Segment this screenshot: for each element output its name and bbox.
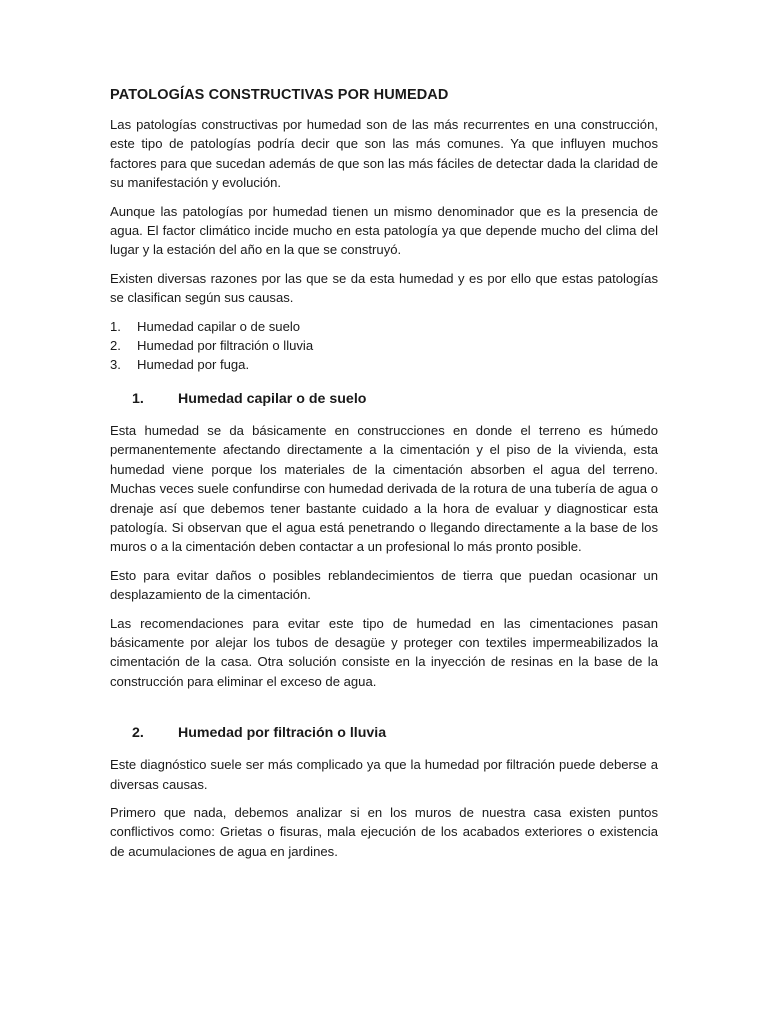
- section-title: Humedad capilar o de suelo: [178, 390, 367, 407]
- intro-paragraph-1: Las patologías constructivas por humedad son de las más recurrentes en una construcción, este tipo de patologías podría decir que son las más comunes. Ya que influyen muchos factores para que sucedan además de que son las más fáciles de detectar dada la claridad de su manifestación y evolución.: [110, 117, 658, 191]
- section-1-paragraph-2: Esto para evitar daños o posibles reblandecimientos de tierra que puedan ocasionar un desplazamiento de la cimentación.: [110, 567, 658, 603]
- intro-paragraph-2: Aunque las patologías por humedad tienen un mismo denominador que es la presencia de agua. El factor climático incide mucho en esta patología ya que depende mucho del clima del lugar y la estación del año en la que se construyó.: [110, 203, 658, 258]
- section-1-paragraph-3: Las recomendaciones para evitar este tipo de humedad en las cimentaciones pasan básicamente por alejar los tubos de desagüe y proteger con textiles impermeabilizados la cimentación de la casa. Otra solución consiste en la inyección de resinas en la base de la construcción para eliminar el exceso de agua.: [110, 615, 658, 689]
- section-number: 2.: [132, 725, 144, 742]
- section-number: 1.: [132, 390, 144, 407]
- section-2-paragraph-2: Primero que nada, debemos analizar si en los muros de nuestra casa existen puntos conflictivos como: Grietas o fisuras, mala ejecución de los acabados exteriores o existencia de acumulaciones de agua en jardines.: [110, 804, 658, 859]
- list-item-text: Humedad capilar o de suelo: [137, 318, 301, 334]
- section-heading-filtracion: [132, 723, 658, 743]
- causes-list: [110, 317, 658, 375]
- document-title: PATOLOGÍAS CONSTRUCTIVAS POR HUMEDAD: [110, 87, 449, 103]
- list-item: [110, 355, 658, 374]
- list-item-number: 1.: [110, 318, 121, 334]
- section-2-paragraph-1: Este diagnóstico suele ser más complicado ya que la humedad por filtración puede deberse a diversas causas.: [110, 757, 658, 792]
- section-heading-capilar: [132, 389, 658, 409]
- section-1-paragraph-1: Esta humedad se da básicamente en construcciones en donde el terreno es húmedo permanentemente afectando directamente a la cimentación y el piso de la vivienda, esta humedad viene porque los materiales de la cimentación absorben el agua del terreno. Muchas veces suele confundirse con humedad derivada de la rotura de una tubería de agua o drenaje así que debemos tener bastante cuidado a la hora de evaluar y diagnosticar esta patología. Si observan que el agua está penetrando o llegando directamente a la base de los muros o a la cimentación deben contactar a un profesional lo más pronto posible.: [110, 422, 658, 555]
- list-item: [110, 317, 658, 336]
- list-item-text: Humedad por filtración o lluvia: [137, 338, 314, 354]
- list-item-text: Humedad por fuga.: [137, 357, 250, 373]
- intro-paragraph-3: Existen diversas razones por las que se da esta humedad y es por ello que estas patologías se clasifican según sus causas.: [110, 270, 658, 306]
- list-item: [110, 336, 658, 355]
- section-title: Humedad por filtración o lluvia: [178, 725, 387, 742]
- list-item-number: 2.: [110, 338, 121, 354]
- list-item-number: 3.: [110, 357, 121, 373]
